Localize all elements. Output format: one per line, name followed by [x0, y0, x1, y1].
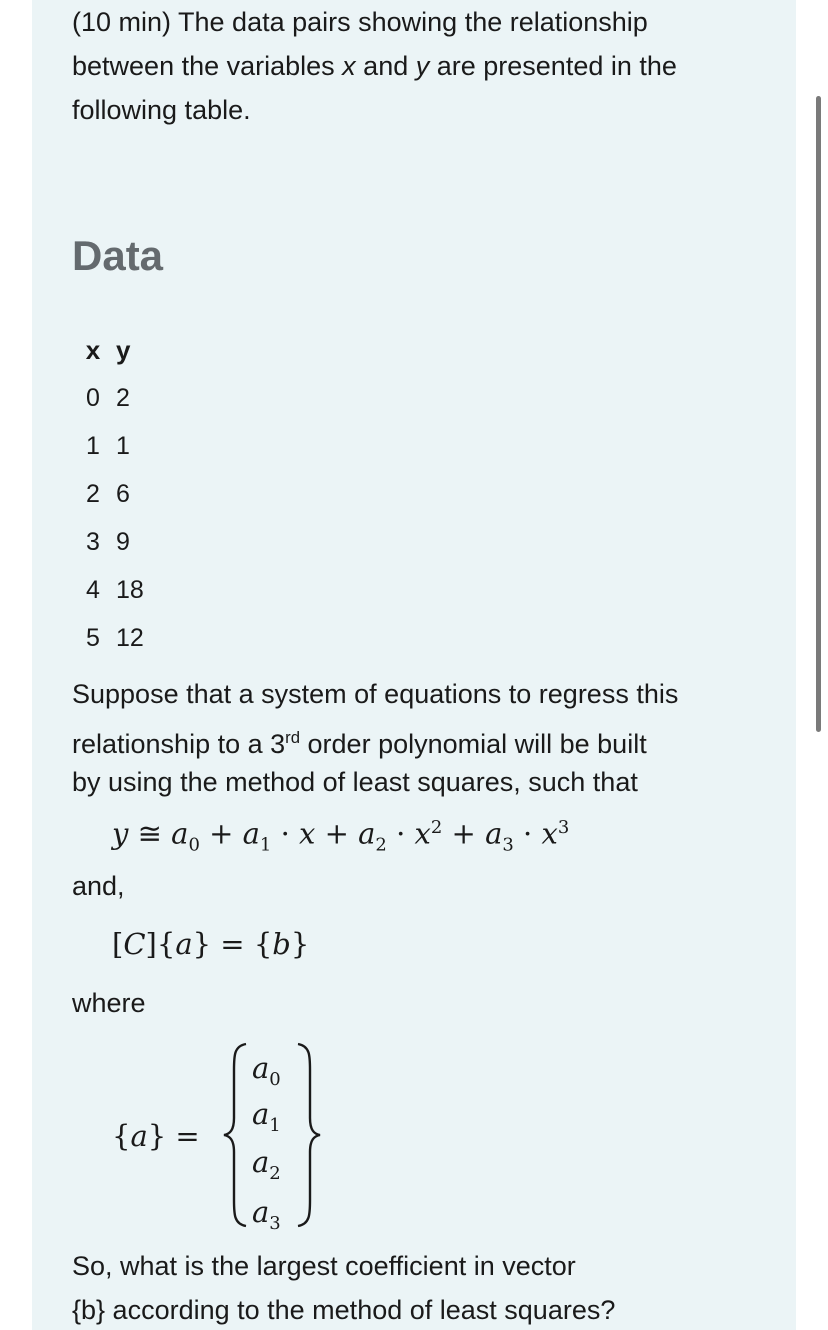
intro-line-1: (10 min) The data pairs showing the relationship — [72, 7, 648, 37]
table-row — [72, 566, 164, 614]
matrix-equation: [C]{a} = {b} — [112, 927, 310, 961]
table-row — [72, 422, 164, 470]
table-cell-x: 0 — [86, 383, 100, 412]
left-brace — [220, 1040, 252, 1230]
column-header-y: y — [116, 334, 131, 365]
intro-line-2: between the variables x and y are presented in the — [72, 51, 677, 81]
table-row — [72, 470, 164, 518]
column-header-x: x — [85, 334, 101, 365]
paragraph-line-2: relationship to a 3rd order polynomial will be built — [72, 728, 647, 759]
where-text: where — [72, 988, 146, 1018]
table-row — [72, 374, 164, 422]
intro-line-3: following table. — [72, 95, 251, 125]
table-row — [72, 614, 164, 662]
section-heading: Data — [72, 232, 164, 279]
table-header-row — [72, 326, 164, 374]
table-cell-y: 1 — [116, 431, 130, 460]
table-cell-x: 5 — [86, 623, 100, 652]
question-line-2: {b} according to the method of least squares? — [72, 1295, 616, 1325]
vector-entry: $a_1$ — [252, 1097, 281, 1136]
table-cell-x: 2 — [86, 479, 100, 508]
paragraph-line-1: Suppose that a system of equations to regress this — [72, 679, 679, 709]
vector-entry: $a_0$ — [252, 1051, 281, 1090]
table-row — [72, 518, 164, 566]
table-cell-y: 6 — [116, 479, 130, 508]
vector-entry: $a_2$ — [252, 1145, 281, 1184]
polynomial-equation: y ≅ $a_0 + a_1 \cdot x + a_2 \cdot x^2 + a_3 \cdot x^3$ — [112, 816, 570, 856]
vertical-scrollbar[interactable] — [816, 96, 821, 732]
table-cell-y: 2 — [116, 383, 130, 412]
vector-entry: $a_3$ — [252, 1195, 281, 1234]
table-cell-x: 1 — [86, 431, 100, 460]
and-text: and, — [72, 871, 125, 901]
data-table — [72, 326, 164, 662]
vector-lhs: {a} = — [112, 1119, 200, 1153]
paragraph-line-3: by using the method of least squares, such that — [72, 767, 638, 797]
table-cell-x: 4 — [86, 575, 100, 604]
right-brace — [292, 1040, 324, 1230]
table-cell-x: 3 — [86, 527, 100, 556]
table-cell-y: 18 — [116, 575, 144, 604]
table-cell-y: 9 — [116, 527, 130, 556]
table-cell-y: 12 — [116, 623, 144, 652]
question-line-1: So, what is the largest coefficient in vector — [72, 1251, 576, 1281]
